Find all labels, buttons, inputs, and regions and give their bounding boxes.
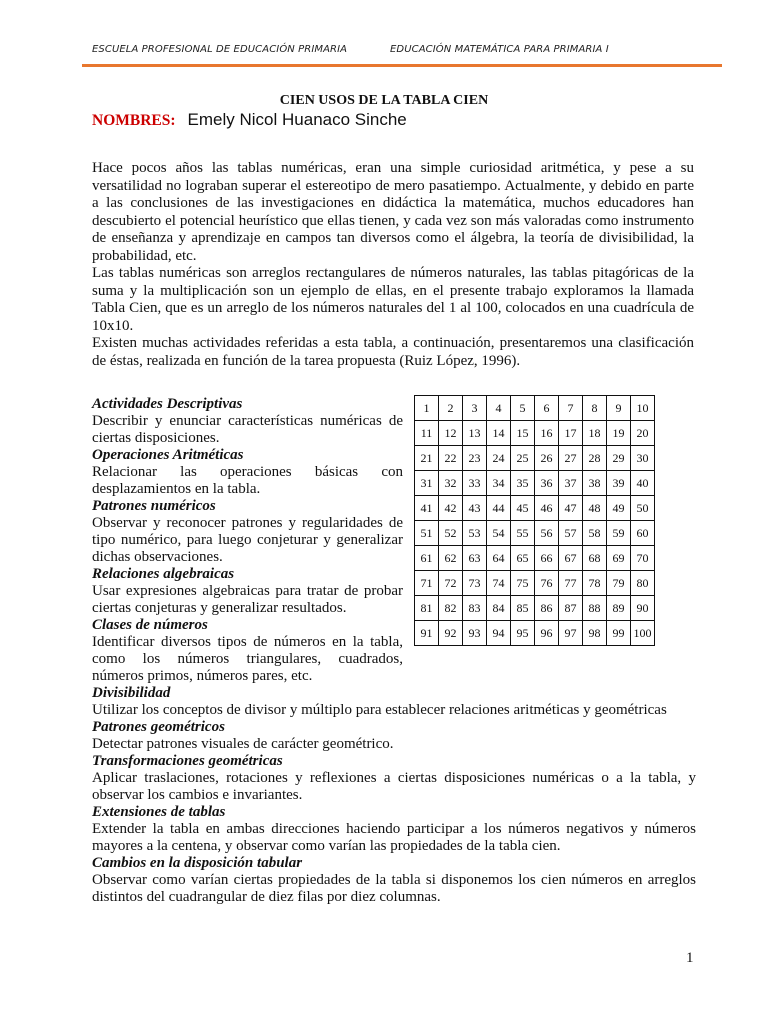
table-cell: 10 <box>631 396 655 421</box>
table-row <box>415 396 655 421</box>
table-cell: 68 <box>583 546 607 571</box>
table-cell: 62 <box>439 546 463 571</box>
table-cell: 13 <box>463 421 487 446</box>
activity-heading: Cambios en la disposición tabular <box>92 855 303 871</box>
table-cell: 46 <box>535 496 559 521</box>
table-row <box>415 496 655 521</box>
table-cell: 52 <box>439 521 463 546</box>
activity-heading: Patrones geométricos <box>92 719 225 735</box>
activity-description: Usar expresiones algebraicas para tratar de probar ciertas conjeturas y generalizar resultados. <box>92 583 403 616</box>
table-cell: 34 <box>487 471 511 496</box>
names-label: NOMBRES: <box>92 112 176 129</box>
table-cell: 58 <box>583 521 607 546</box>
table-cell: 80 <box>631 571 655 596</box>
table-cell: 4 <box>487 396 511 421</box>
activity-description: Aplicar traslaciones, rotaciones y reflexiones a ciertas disposiciones numéricas o a la tabla, y observar los cambios e invariantes. <box>92 770 696 803</box>
header-rule <box>82 64 722 67</box>
table-cell: 40 <box>631 471 655 496</box>
activity-description: Identificar diversos tipos de números en la tabla, como los números triangulares, cuadrados, números primos, números pares, etc. <box>92 634 403 684</box>
table-cell: 90 <box>631 596 655 621</box>
table-cell: 99 <box>607 621 631 646</box>
table-cell: 3 <box>463 396 487 421</box>
table-cell: 9 <box>607 396 631 421</box>
table-cell: 26 <box>535 446 559 471</box>
table-cell: 27 <box>559 446 583 471</box>
table-cell: 77 <box>559 571 583 596</box>
activity-heading: Relaciones algebraicas <box>92 566 235 582</box>
table-cell: 69 <box>607 546 631 571</box>
document-title: CIEN USOS DE LA TABLA CIEN <box>279 93 489 108</box>
table-cell: 54 <box>487 521 511 546</box>
table-cell: 45 <box>511 496 535 521</box>
table-cell: 87 <box>559 596 583 621</box>
intro-paragraph: Hace pocos años las tablas numéricas, eran una simple curiosidad aritmética, y pese a su versatilidad no lograban superar el estereotipo de mero pasatiempo. Actualmente, y debido en parte a las conclusiones de las investigaciones en didáctica la matemática, muchos educadores han descubierto el potencial heurístico que ellas tienen, y cada vez son más valoradas como instrumento de enseñanza y aprendizaje en campos tan diversos como el álgebra, la teoría de divisibilidad, la probabilidad, etc. <box>92 160 694 264</box>
table-row <box>415 571 655 596</box>
activity-heading: Clases de números <box>92 617 208 633</box>
activity-heading: Patrones numéricos <box>92 498 216 514</box>
table-cell: 38 <box>583 471 607 496</box>
table-cell: 33 <box>463 471 487 496</box>
table-cell: 1 <box>415 396 439 421</box>
table-cell: 18 <box>583 421 607 446</box>
table-cell: 83 <box>463 596 487 621</box>
table-cell: 47 <box>559 496 583 521</box>
intro-paragraph: Existen muchas actividades referidas a esta tabla, a continuación, presentaremos una clasificación de éstas, realizada en función de la tarea propuesta (Ruiz López, 1996). <box>92 335 694 369</box>
table-cell: 70 <box>631 546 655 571</box>
table-cell: 76 <box>535 571 559 596</box>
activity-heading: Transformaciones geométricas <box>92 753 283 769</box>
names-line <box>92 110 407 130</box>
activity-description: Describir y enunciar características numéricas de ciertas disposiciones. <box>92 413 403 446</box>
table-cell: 29 <box>607 446 631 471</box>
table-cell: 61 <box>415 546 439 571</box>
table-cell: 15 <box>511 421 535 446</box>
table-cell: 7 <box>559 396 583 421</box>
table-cell: 95 <box>511 621 535 646</box>
table-cell: 35 <box>511 471 535 496</box>
table-cell: 17 <box>559 421 583 446</box>
table-cell: 28 <box>583 446 607 471</box>
table-cell: 60 <box>631 521 655 546</box>
table-cell: 65 <box>511 546 535 571</box>
table-cell: 78 <box>583 571 607 596</box>
table-cell: 49 <box>607 496 631 521</box>
table-cell: 48 <box>583 496 607 521</box>
intro-text <box>92 160 694 370</box>
table-row <box>415 421 655 446</box>
table-cell: 67 <box>559 546 583 571</box>
table-cell: 25 <box>511 446 535 471</box>
table-cell: 6 <box>535 396 559 421</box>
table-cell: 8 <box>583 396 607 421</box>
table-cell: 51 <box>415 521 439 546</box>
table-cell: 66 <box>535 546 559 571</box>
table-cell: 55 <box>511 521 535 546</box>
table-cell: 21 <box>415 446 439 471</box>
table-cell: 43 <box>463 496 487 521</box>
table-cell: 50 <box>631 496 655 521</box>
activity-description: Detectar patrones visuales de carácter geométrico. <box>92 736 394 752</box>
table-cell: 5 <box>511 396 535 421</box>
student-name: Emely Nicol Huanaco Sinche <box>187 110 407 129</box>
table-cell: 94 <box>487 621 511 646</box>
activity-description: Observar como varían ciertas propiedades de la tabla si disponemos los cien números en arreglos distintos del cuadrangular de diez filas por diez columnas. <box>92 872 696 905</box>
table-cell: 64 <box>487 546 511 571</box>
table-cell: 63 <box>463 546 487 571</box>
table-cell: 14 <box>487 421 511 446</box>
table-cell: 75 <box>511 571 535 596</box>
table-cell: 2 <box>439 396 463 421</box>
table-cell: 93 <box>463 621 487 646</box>
table-cell: 88 <box>583 596 607 621</box>
activity-description: Extender la tabla en ambas direcciones haciendo participar a los números negativos y números mayores a la centena, y observar como varían las propiedades de la tabla cien. <box>92 821 696 854</box>
table-cell: 31 <box>415 471 439 496</box>
table-cell: 37 <box>559 471 583 496</box>
table-cell: 12 <box>439 421 463 446</box>
table-cell: 32 <box>439 471 463 496</box>
table-row <box>415 546 655 571</box>
hundred-table <box>414 395 655 646</box>
table-cell: 89 <box>607 596 631 621</box>
table-cell: 19 <box>607 421 631 446</box>
table-cell: 23 <box>463 446 487 471</box>
activity-heading: Extensiones de tablas <box>92 804 226 820</box>
table-cell: 30 <box>631 446 655 471</box>
table-cell: 59 <box>607 521 631 546</box>
table-cell: 82 <box>439 596 463 621</box>
table-row <box>415 446 655 471</box>
table-cell: 16 <box>535 421 559 446</box>
table-cell: 11 <box>415 421 439 446</box>
table-cell: 79 <box>607 571 631 596</box>
table-cell: 53 <box>463 521 487 546</box>
table-cell: 42 <box>439 496 463 521</box>
table-cell: 100 <box>631 621 655 646</box>
table-cell: 91 <box>415 621 439 646</box>
table-cell: 96 <box>535 621 559 646</box>
table-cell: 71 <box>415 571 439 596</box>
table-cell: 81 <box>415 596 439 621</box>
table-cell: 86 <box>535 596 559 621</box>
table-cell: 98 <box>583 621 607 646</box>
header-course: EDUCACIÓN MATEMÁTICA PARA PRIMARIA I <box>390 44 609 55</box>
table-cell: 24 <box>487 446 511 471</box>
table-cell: 41 <box>415 496 439 521</box>
activity-description: Relacionar las operaciones básicas con desplazamientos en la tabla. <box>92 464 403 497</box>
table-cell: 56 <box>535 521 559 546</box>
table-cell: 74 <box>487 571 511 596</box>
table-cell: 97 <box>559 621 583 646</box>
activity-heading: Actividades Descriptivas <box>92 396 243 412</box>
intro-paragraph: Las tablas numéricas son arreglos rectangulares de números naturales, las tablas pitagóricas de la suma y la multiplicación son un ejemplo de ellas, en el presente trabajo exploramos la llamada Tabla Cien, que es un arreglo de los números naturales del 1 al 100, colocados en una cuadrícula de 10x10. <box>92 265 694 334</box>
header-school: ESCUELA PROFESIONAL DE EDUCACIÓN PRIMARIA <box>92 44 348 55</box>
table-cell: 20 <box>631 421 655 446</box>
table-cell: 92 <box>439 621 463 646</box>
table-row <box>415 521 655 546</box>
table-cell: 22 <box>439 446 463 471</box>
table-cell: 57 <box>559 521 583 546</box>
table-cell: 36 <box>535 471 559 496</box>
table-cell: 72 <box>439 571 463 596</box>
page-number: 1 <box>686 950 694 966</box>
activity-heading: Divisibilidad <box>92 685 171 701</box>
table-cell: 85 <box>511 596 535 621</box>
table-cell: 73 <box>463 571 487 596</box>
table-cell: 44 <box>487 496 511 521</box>
table-row <box>415 621 655 646</box>
table-cell: 84 <box>487 596 511 621</box>
activity-heading: Operaciones Aritméticas <box>92 447 244 463</box>
table-row <box>415 471 655 496</box>
activity-description: Observar y reconocer patrones y regularidades de tipo numérico, para luego conjeturar y generalizar dichas observaciones. <box>92 515 403 565</box>
table-cell: 39 <box>607 471 631 496</box>
activity-description: Utilizar los conceptos de divisor y múltiplo para establecer relaciones aritméticas y geométricas <box>92 702 667 718</box>
table-row <box>415 596 655 621</box>
